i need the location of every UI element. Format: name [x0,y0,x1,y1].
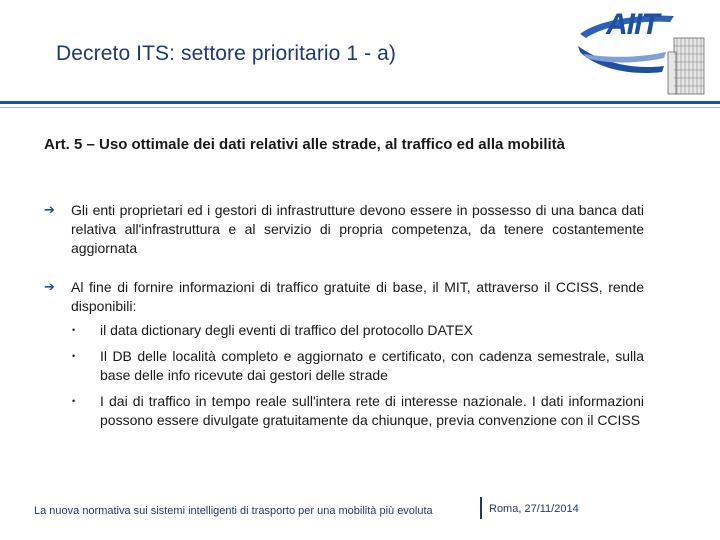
footer-date: Roma, 27/11/2014 [489,503,579,515]
bullet-text: Gli enti proprietari ed i gestori di infrastrutture devono essere in possesso di una banca dati relativa all'infrastruttura e al servizio di propria competenza, da tenere costantemente aggiornata [71,202,644,256]
bullet-text: Al fine di fornire informazioni di traffico gratuite di base, il MIT, attraverso il CCISS, rende disponibili: [71,279,644,314]
footer-caption: La nuova normativa sui sistemi intelligenti di trasporto per una mobilità più evoluta [34,505,433,517]
sub-bullet-text: il data dictionary degli eventi di traffico del protocollo DATEX [100,322,474,338]
sub-bullet-item [72,321,644,340]
bullet-dot: • [72,351,76,361]
sub-bullet-item [72,392,644,430]
sub-bullet-text: Il DB delle località completo e aggiornato e certificato, con cadenza semestrale, sulla base delle info ricevute dai gestori delle strade [100,348,644,383]
slide-title: Decreto ITS: settore prioritario 1 - a) [56,42,397,65]
bullet-item [44,201,644,258]
arrow-right-icon: ➔ [44,203,55,218]
bullet-item [44,278,644,316]
bullet-dot: • [72,325,76,335]
sub-bullet-item [72,347,644,385]
article-heading: Art. 5 – Uso ottimale dei dati relativi alle strade, al traffico ed alla mobilità [44,136,565,153]
footer-separator [480,497,482,519]
header-divider-thin [0,107,720,108]
arrow-right-icon: ➔ [44,280,55,295]
sub-bullet-text: I dai di traffico in tempo reale sull'intera rete di interesse nazionale. I dati informazioni possono essere divulgate gratuitamente da chiunque, previa convenzione con il CCISS [100,393,644,428]
bullet-dot: • [72,396,76,406]
aiit-logo [578,8,708,96]
logo-text: AIIT [606,8,659,41]
header-divider [0,101,720,104]
